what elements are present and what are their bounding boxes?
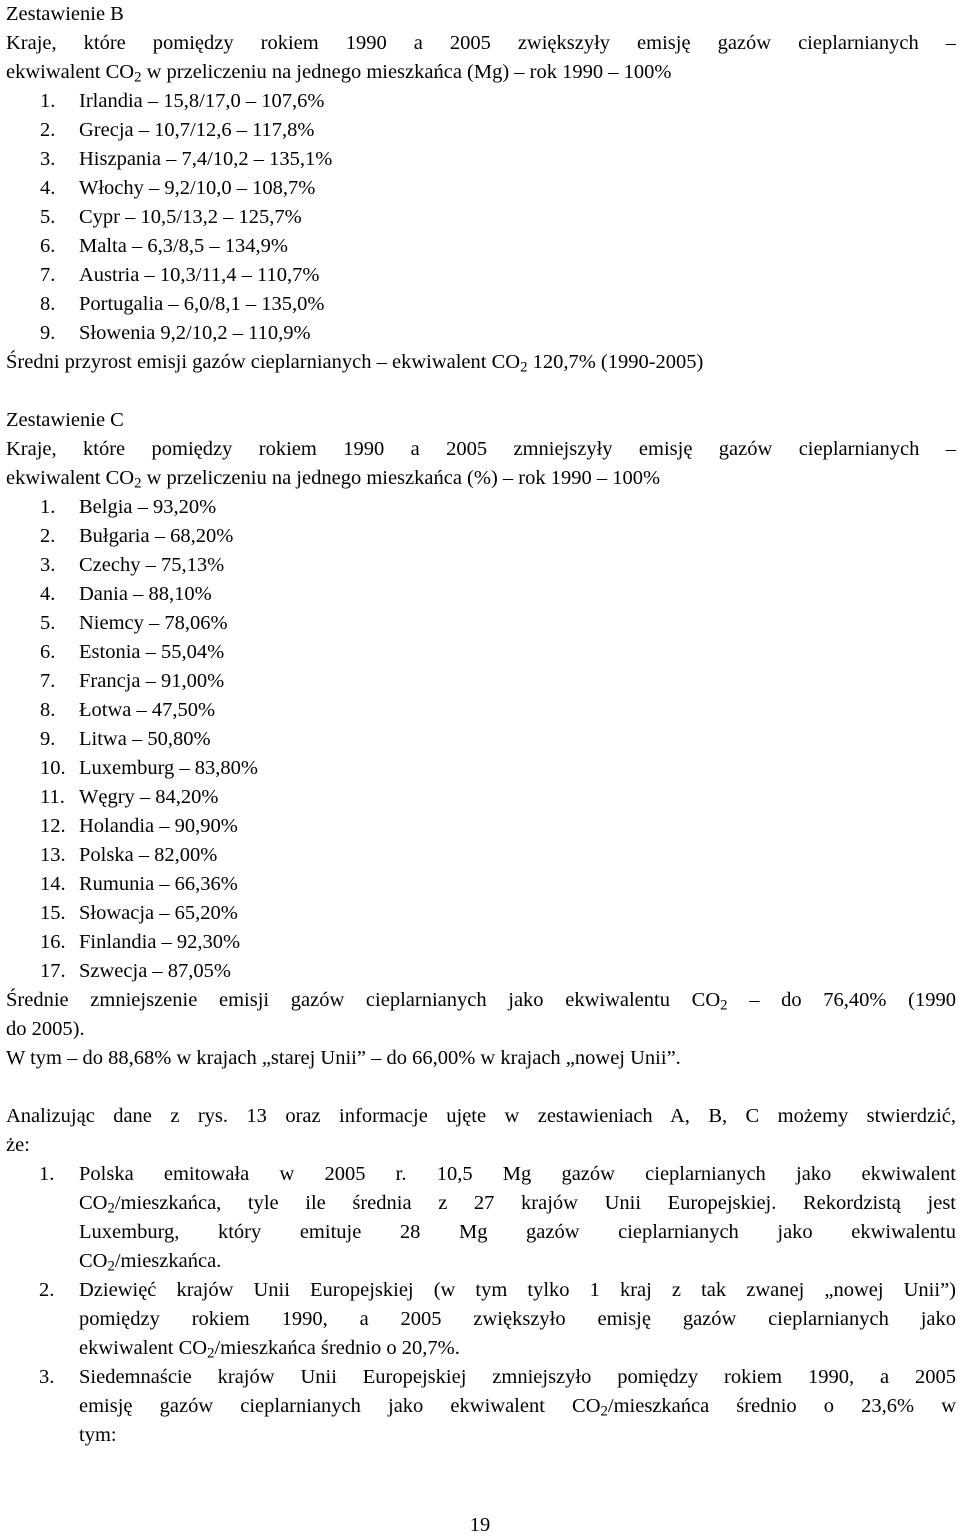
section-c-summary1-cont: do 2005). [6,1018,85,1040]
section-b-list-item-text: Austria – 10,3/11,4 – 110,7% [79,264,320,286]
section-c-list-item [6,638,956,667]
analysis-intro-line2: że: [6,1134,30,1156]
section-b-list-item-number: 8. [40,293,56,315]
section-b-list-item-number: 1. [40,90,56,112]
section-b-list-item [6,261,956,290]
section-c-list-item [6,609,956,638]
section-b-list-item-number: 4. [40,177,56,199]
section-b-title: Zestawienie B [6,3,124,25]
section-c-list-item-number: 8. [40,699,56,721]
section-b-list-item-number: 3. [40,148,56,170]
section-c-list-item-number: 6. [40,641,56,663]
section-c-list-item [6,580,956,609]
section-c-list-item [6,493,956,522]
section-c-list-item [6,928,956,957]
section-c-list [6,493,956,986]
section-c-list-item-text: Niemcy – 78,06% [79,612,228,634]
section-c-list-item-text: Luxemburg – 83,80% [79,757,258,779]
section-c-list-item [6,754,956,783]
section-c-list-item-text: Finlandia – 92,30% [79,931,241,953]
section-c-list-item [6,725,956,754]
section-c-list-item-text: Dania – 88,10% [79,583,212,605]
section-b-list-item-number: 2. [40,119,56,141]
section-c-list-item [6,522,956,551]
section-c-list-item-number: 9. [40,728,56,750]
section-c-list-item [6,783,956,812]
section-c-list-item-number: 4. [40,583,56,605]
section-b-list-item [6,87,956,116]
document-page [6,0,956,1450]
section-c-list-item-number: 2. [40,525,56,547]
section-c-list-item-text: Rumunia – 66,36% [79,873,238,895]
section-c-list-item-text: Szwecja – 87,05% [79,960,231,982]
section-b-list-item-number: 9. [40,322,56,344]
section-c-list-item [6,551,956,580]
analysis-point-3: 3. Siedemnaście krajów Unii Europejskiej zmniejszyło pomiędzy rokiem 1990, a 2005 emisję gazów cieplarnianych jako ekwiwalent $CO_2$/mieszkańca średnio o 23,6% w tym: [39,1366,957,1446]
page-number: 19 [469,1514,491,1536]
section-c-list-item-number: 11. [40,786,65,808]
section-c-summary2: W tym – do 88,68% w krajach „starej Unii” – do 66,00% w krajach „nowej Unii”. [6,1047,681,1069]
section-b-list-item [6,232,956,261]
section-b-list-item-text: Hiszpania – 7,4/10,2 – 135,1% [79,148,333,170]
section-c-list-item [6,812,956,841]
section-c-list-item [6,870,956,899]
section-b-list-item-number: 7. [40,264,56,286]
section-b-list-item-text: Grecja – 10,7/12,6 – 117,8% [79,119,315,141]
section-b-intro-line1: Kraje, które pomiędzy rokiem 1990 a 2005 zwiększyły emisję gazów cieplarnianych – [6,32,956,54]
section-b-list-item [6,145,956,174]
analysis-point-2: 2. Dziewięć krajów Unii Europejskiej (w tym tylko 1 kraj z tak zwanej „nowej Unii”) pomiędzy rokiem 1990, a 2005 zwiększyło emisję gazów cieplarnianych jako ekwiwalent $CO_2$/mieszkańca średnio o 20,7%. [39,1279,956,1362]
section-c-list-item [6,899,956,928]
section-c-list-item-text: Polska – 82,00% [79,844,218,866]
section-b-list-item [6,174,956,203]
section-c-list-item-text: Estonia – 55,04% [79,641,225,663]
section-b-intro-line2: ekwiwalent $CO_2$ w przeliczeniu na jednego mieszkańca (Mg) – rok 1990 – 100% [6,61,672,86]
section-c-list-item-number: 17. [40,960,66,982]
section-c-list-item-text: Litwa – 50,80% [79,728,211,750]
section-b-list-item-text: Słowenia 9,2/10,2 – 110,9% [79,322,311,344]
section-c-intro-line1: Kraje, które pomiędzy rokiem 1990 a 2005 zmniejszyły emisję gazów cieplarnianych – [6,438,956,460]
section-c-list-item-number: 14. [40,873,66,895]
section-b-list-item [6,319,956,348]
section-c-summary1: Średnie zmniejszenie emisji gazów cieplarnianych jako ekwiwalentu $CO_2$ – do 76,40% (1990 [6,989,956,1014]
section-c-list-item-text: Czechy – 75,13% [79,554,225,576]
section-c-list-item-number: 16. [40,931,66,953]
section-c-list-item-number: 10. [40,757,66,779]
section-c-list-item [6,696,956,725]
section-c-list-item-number: 12. [40,815,66,837]
section-c-list-item-text: Bułgaria – 68,20% [79,525,234,547]
section-c-list-item-number: 7. [40,670,56,692]
section-b-list-item-text: Cypr – 10,5/13,2 – 125,7% [79,206,302,228]
section-b-list-item-text: Włochy – 9,2/10,0 – 108,7% [79,177,316,199]
section-b-list-item-text: Irlandia – 15,8/17,0 – 107,6% [79,90,325,112]
section-c-intro-line2: ekwiwalent $CO_2$ w przeliczeniu na jednego mieszkańca (%) – rok 1990 – 100% [6,467,661,492]
section-c-list-item-number: 13. [40,844,66,866]
section-c-list-item-text: Holandia – 90,90% [79,815,238,837]
section-b-summary: Średni przyrost emisji gazów cieplarnianych – ekwiwalent $CO_2$ 120,7% (1990-2005) [6,351,704,376]
section-b-list-item-text: Malta – 6,3/8,5 – 134,9% [79,235,288,257]
section-c-list-item-number: 1. [40,496,56,518]
section-c-list-item-text: Francja – 91,00% [79,670,225,692]
section-b-list [6,87,956,348]
section-b-list-item-text: Portugalia – 6,0/8,1 – 135,0% [79,293,325,315]
section-b-list-item [6,290,956,319]
section-b-list-item-number: 5. [40,206,56,228]
analysis-point-1: 1. Polska emitowała w 2005 r. 10,5 Mg gazów cieplarnianych jako ekwiwalent $CO_2$/mieszkańca, tyle ile średnia z 27 krajów Unii Europejskiej. Rekordzistą jest Luxemburg, który emituje 28 Mg gazów cieplarnianych jako ekwiwalentu $CO_2$/mieszkańca. [39,1163,956,1275]
section-c-list-item [6,841,956,870]
analysis-intro-line1: Analizując dane z rys. 13 oraz informacje ujęte w zestawieniach A, B, C możemy stwierdzić, [6,1105,956,1127]
section-c-list-item-number: 3. [40,554,56,576]
section-c-title: Zestawienie C [6,409,124,431]
section-c-list-item-number: 15. [40,902,66,924]
section-c-list-item-text: Łotwa – 47,50% [79,699,216,721]
section-c-list-item [6,957,956,986]
section-c-list-item-text: Belgia – 93,20% [79,496,217,518]
section-b-list-item-number: 6. [40,235,56,257]
section-c-list-item [6,667,956,696]
section-c-list-item-number: 5. [40,612,56,634]
section-c-list-item-text: Węgry – 84,20% [79,786,219,808]
section-b-list-item [6,203,956,232]
section-c-list-item-text: Słowacja – 65,20% [79,902,238,924]
section-b-list-item [6,116,956,145]
